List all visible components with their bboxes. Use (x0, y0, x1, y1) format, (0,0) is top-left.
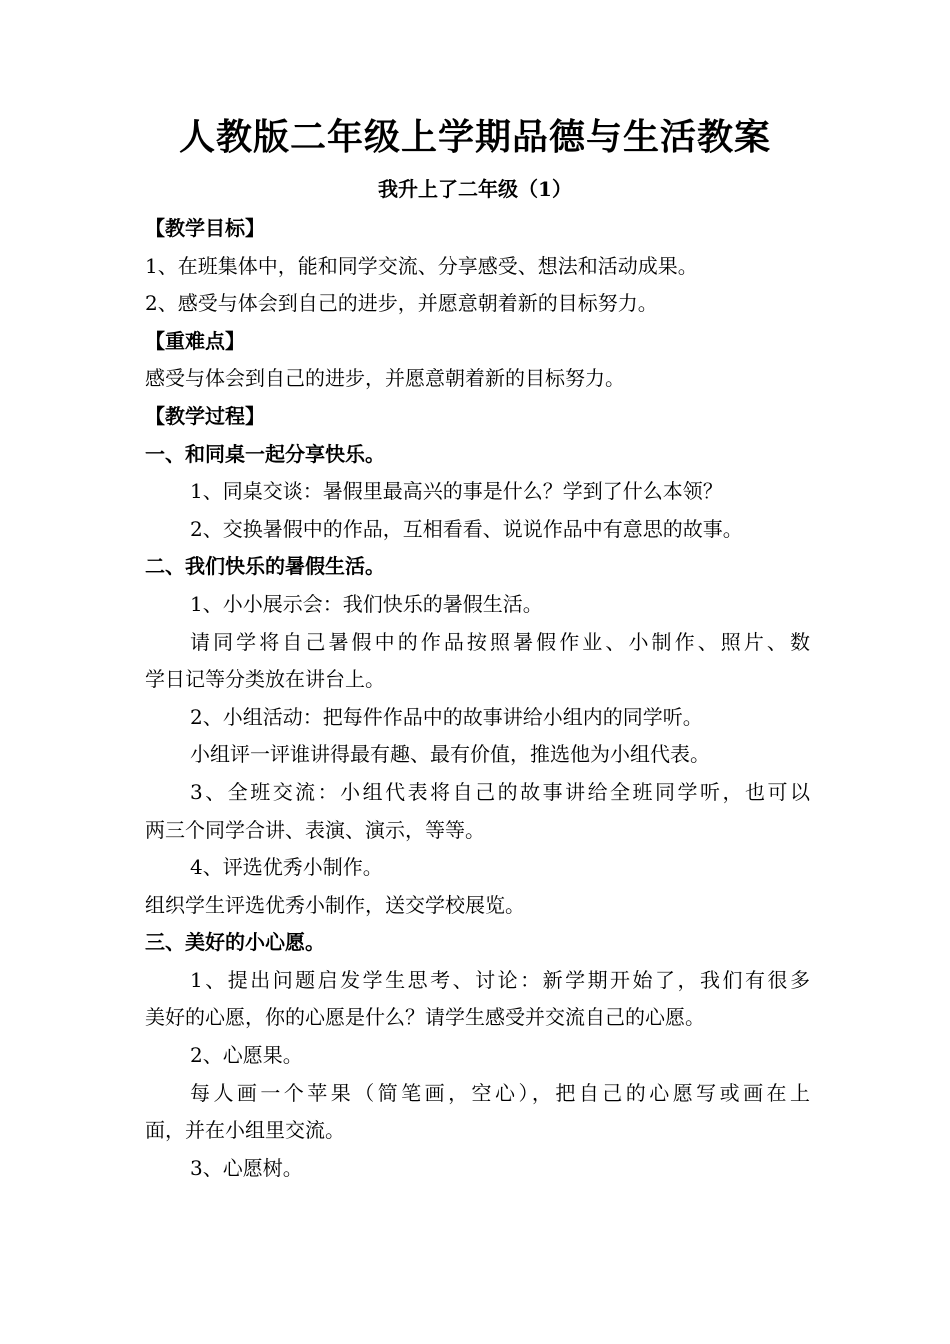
list-item: 1、小小展示会：我们快乐的暑假生活。 (190, 591, 543, 616)
list-item: 2、心愿果。 (190, 1043, 303, 1068)
key-points-text: 感受与体会到自己的进步，并愿意朝着新的目标努力。 (145, 366, 625, 391)
goal-item: 2、感受与体会到自己的进步，并愿意朝着新的目标努力。 (145, 291, 658, 316)
part-heading: 三、美好的小心愿。 (145, 930, 325, 955)
part-heading: 一、和同桌一起分享快乐。 (145, 441, 385, 466)
section-heading-process: 【教学过程】 (145, 403, 265, 428)
list-item: 1、提出问题启发学生思考、讨论：新学期开始了，我们有很多 (190, 967, 810, 992)
goal-item: 1、在班集体中，能和同学交流、分享感受、想法和活动成果。 (145, 253, 698, 278)
document-title: 人教版二年级上学期品德与生活教案 (178, 116, 771, 158)
list-item: 3、全班交流：小组代表将自己的故事讲给全班同学听，也可以 (190, 779, 810, 804)
paragraph-line: 学日记等分类放在讲台上。 (145, 667, 385, 692)
paragraph-line: 面，并在小组里交流。 (145, 1118, 345, 1143)
list-item: 1、同桌交谈：暑假里最高兴的事是什么？学到了什么本领？ (190, 479, 723, 504)
paragraph-line: 每人画一个苹果（简笔画，空心），把自己的心愿写或画在上 (190, 1080, 810, 1105)
paragraph-line: 组织学生评选优秀小制作，送交学校展览。 (145, 892, 525, 917)
paragraph-line: 请同学将自己暑假中的作品按照暑假作业、小制作、照片、数 (190, 629, 810, 654)
list-item: 2、小组活动：把每件作品中的故事讲给小组内的同学听。 (190, 704, 703, 729)
list-item: 3、心愿树。 (190, 1155, 303, 1180)
list-item: 2、交换暑假中的作品，互相看看、说说作品中有意思的故事。 (190, 516, 743, 541)
section-heading-key-points: 【重难点】 (145, 328, 245, 353)
paragraph-line: 两三个同学合讲、表演、演示，等等。 (145, 817, 485, 842)
part-heading: 二、我们快乐的暑假生活。 (145, 554, 385, 579)
document-subtitle: 我升上了二年级（1） (378, 177, 572, 201)
list-item: 4、评选优秀小制作。 (190, 855, 383, 880)
section-heading-goals: 【教学目标】 (145, 216, 265, 240)
paragraph-line: 小组评一评谁讲得最有趣、最有价值，推选他为小组代表。 (190, 742, 710, 767)
paragraph-line: 美好的心愿，你的心愿是什么？请学生感受并交流自己的心愿。 (145, 1005, 705, 1030)
document-body (145, 210, 810, 1187)
